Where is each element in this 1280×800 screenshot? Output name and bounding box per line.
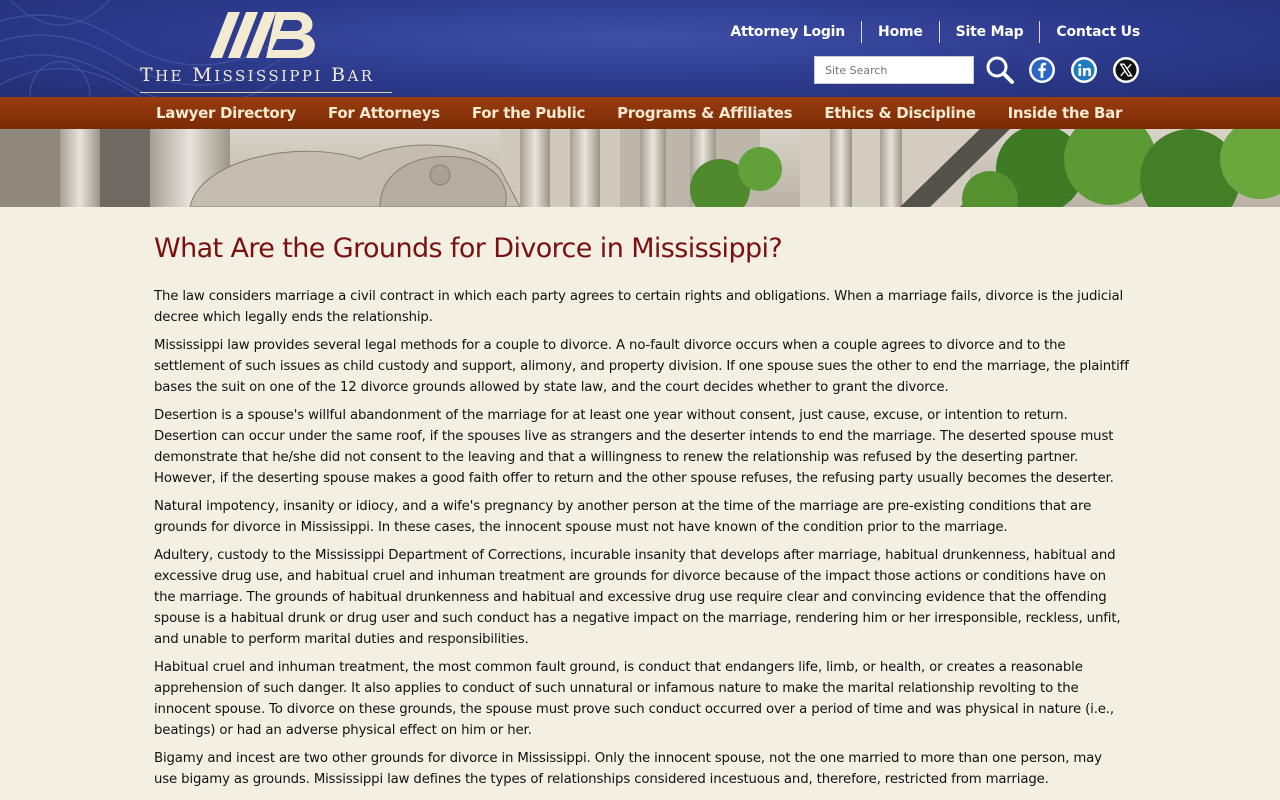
hero-banner-image bbox=[0, 129, 1280, 207]
nav-inside-the-bar[interactable]: Inside the Bar bbox=[1007, 104, 1123, 122]
main-content bbox=[154, 233, 1129, 797]
logo-divider bbox=[140, 92, 392, 93]
paragraph: Desertion is a spouse's willful abandonment of the marriage for at least one year without consent, just cause, excuse, or intention to return. Desertion can occur under the same roof, if the spouses live as strangers and the deserter intends to end the marriage. The deserted spouse must demonstrate that he/she did not consent to the leaving and that a willingness to renew the relationship was refused by the deserting partner. However, if the deserting spouse makes a good faith offer to return and the other spouse refuses, the refusing party usually becomes the deserter. bbox=[154, 408, 1114, 486]
home-link[interactable]: Home bbox=[861, 21, 939, 43]
utility-nav bbox=[714, 20, 1140, 44]
paragraph: Natural impotency, insanity or idiocy, and a wife's pregnancy by another person at the time of the marriage are pre-existing conditions that are grounds for divorce in Mississippi. In these cases, the innocent spouse must not have known of the condition prior to the marriage. bbox=[154, 499, 1092, 535]
paragraph: Mississippi law provides several legal methods for a couple to divorce. A no-fault divorce occurs when a couple agrees to divorce and to the settlement of such issues as child custody and support, alimony, and property division. If one spouse sues the other to end the marriage, the plaintiff bases the suit on one of the 12 divorce grounds allowed by state law, and the court decides whether to grant the divorce. bbox=[154, 338, 1129, 395]
nav-for-attorneys[interactable]: For Attorneys bbox=[328, 104, 440, 122]
paragraph: Adultery, custody to the Mississippi Department of Corrections, incurable insanity that develops after marriage, habitual drunkenness, habitual and excessive drug use, and habitual cruel and inhuman treatment are grounds for divorce because of the impact those actions or conditions have on the marriage. The grounds of habitual drunkenness and habitual and excessive drug use require clear and convincing evidence that the offending spouse is a habitual drunk or drug user and such conduct has a negative impact on the marriage, rendering him or her irresponsible, reckless, unfit, and unable to perform marital duties and responsibilities. bbox=[154, 548, 1121, 647]
nav-lawyer-directory[interactable]: Lawyer Directory bbox=[156, 104, 297, 122]
page-title: What Are the Grounds for Divorce in Mississippi? bbox=[154, 233, 783, 264]
site-map-link[interactable]: Site Map bbox=[939, 21, 1040, 43]
x-icon[interactable] bbox=[1112, 56, 1140, 84]
nav-for-the-public[interactable]: For the Public bbox=[471, 104, 586, 122]
nav-programs-affiliates[interactable]: Programs & Affiliates bbox=[617, 104, 793, 122]
search-icon[interactable] bbox=[985, 55, 1015, 85]
logo-text: THE MISSISSIPPI BAR bbox=[140, 64, 375, 86]
site-header bbox=[0, 0, 1280, 97]
paragraph: Habitual cruel and inhuman treatment, the most common fault ground, is conduct that endangers life, limb, or health, or creates a reasonable apprehension of such danger. It also applies to conduct of such unnatural or infamous nature to make the marital relationship revolting to the innocent spouse. To divorce on these grounds, the spouse must prove such conduct occurred over a period of time and was physical in nature (i.e., beatings) or had an adverse physical effect on him or her. bbox=[154, 660, 1114, 738]
facebook-icon[interactable] bbox=[1028, 56, 1056, 84]
paragraph: The law considers marriage a civil contract in which each party agrees to certain rights and obligations. When a marriage fails, divorce is the judicial decree which legally ends the relationship. bbox=[154, 289, 1124, 325]
main-nav bbox=[0, 97, 1280, 129]
attorney-login-link[interactable]: Attorney Login bbox=[730, 24, 846, 40]
site-logo[interactable] bbox=[140, 12, 392, 86]
search-input[interactable] bbox=[814, 56, 974, 84]
linkedin-icon[interactable] bbox=[1070, 56, 1098, 84]
mb-logo-mark bbox=[210, 12, 320, 58]
nav-ethics-discipline[interactable]: Ethics & Discipline bbox=[824, 104, 976, 122]
paragraph: Bigamy and incest are two other grounds for divorce in Mississippi. Only the innocent spouse, not the one married to more than one person, may use bigamy as grounds. Mississippi law defines the types of relationships considered incestuous and, therefore, restricted from marriage. bbox=[154, 751, 1102, 787]
contact-us-link[interactable]: Contact Us bbox=[1039, 21, 1140, 43]
